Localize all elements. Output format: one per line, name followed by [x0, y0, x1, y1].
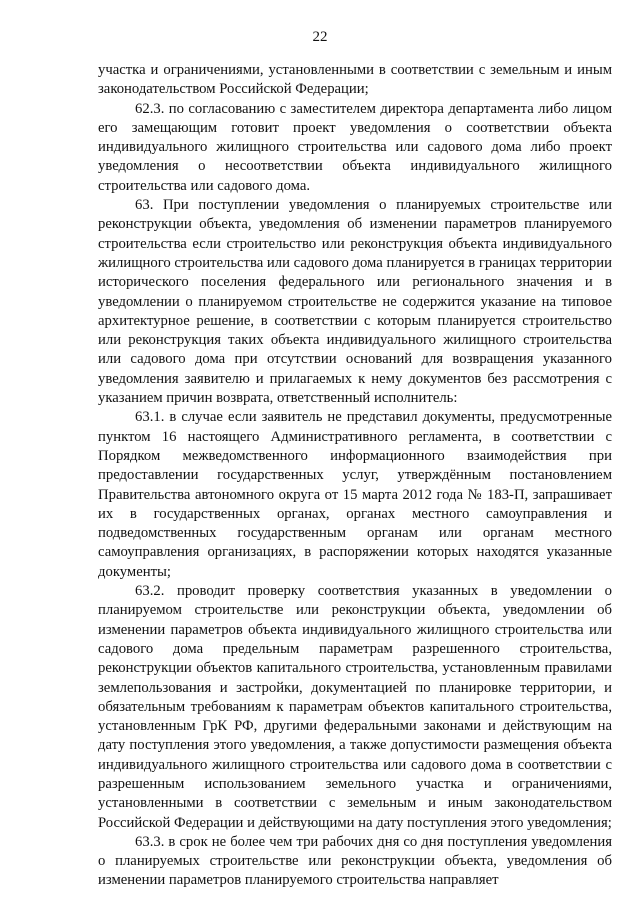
- paragraph-63-2: 63.2. проводит проверку соответствия указанных в уведомлении о планируемом строительстве или реконструкции объекта, уведомлении об изменении параметров объекта индивидуального жилищного строительства или садового дома предельным параметрам разрешенного строительства, реконструкции объектов капитального строительства, установленным правилами землепользования и застройки, документацией по планировке территории, и обязательным требованиям к параметрам объектов капитального строительства, установленным ГрК РФ, другими федеральными законами и действующим на дату поступления этого уведомления, а также допустимости размещения объекта индивидуального жилищного строительства или садового дома в соответствии с разрешенным использованием земельного участка и ограничениями, установленными в соответствии с земельным и иным законодательством Российской Федерации и действующими на дату поступления этого уведомления;: [98, 583, 612, 831]
- paragraph-63-3: 63.3. в срок не более чем три рабочих дня со дня поступления уведомления о планируемых строительстве или реконструкции объекта, уведомления об изменении параметров планируемого строительства направляет: [98, 833, 612, 889]
- paragraph-63: 63. При поступлении уведомления о планируемых строительстве или реконструкции объекта, уведомления об изменении параметров планируемого строительства если строительство или реконструкция объекта индивидуального жилищного строительства или садового дома планируется в границах территории исторического поселения федерального или регионального значения и в уведомлении о планируемом строительстве не содержится указание на типовое архитектурное решение, в соответствии с которым планируется строительство или реконструкция таких объекта индивидуального жилищного строительства или садового дома при отсутствии оснований для возвращения указанного уведомления заявителю и прилагаемых к нему документов без рассмотрения с указанием причин возврата, ответственный исполнитель:: [98, 197, 612, 407]
- document-body: [98, 61, 612, 891]
- paragraph-62-3: 62.3. по согласованию с заместителем директора департамента либо лицом его замещающим готовит проект уведомления о соответствии объекта индивидуального жилищного строительства или садового дома либо проект уведомления о несоответствии объекта индивидуального жилищного строительства или садового дома.: [98, 100, 612, 194]
- paragraph-63-1: 63.1. в случае если заявитель не представил документы, предусмотренные пунктом 16 настоящего Административного регламента, в соответствии с Порядком межведомственного информационного взаимодействия при предоставлении государственных услуг, утверждённым постановлением Правительства автономного округа от 15 марта 2012 года № 183-П, запрашивает их в государственных органах, органах местного самоуправления и подведомственных государственным органам или органам местного самоуправления организациях, в распоряжении которых находятся указанные документы;: [98, 409, 612, 580]
- paragraph-continuation: участка и ограничениями, установленными в соответствии с земельным и иным законодательством Российской Федерации;: [98, 62, 612, 98]
- page-number: 22: [312, 29, 328, 45]
